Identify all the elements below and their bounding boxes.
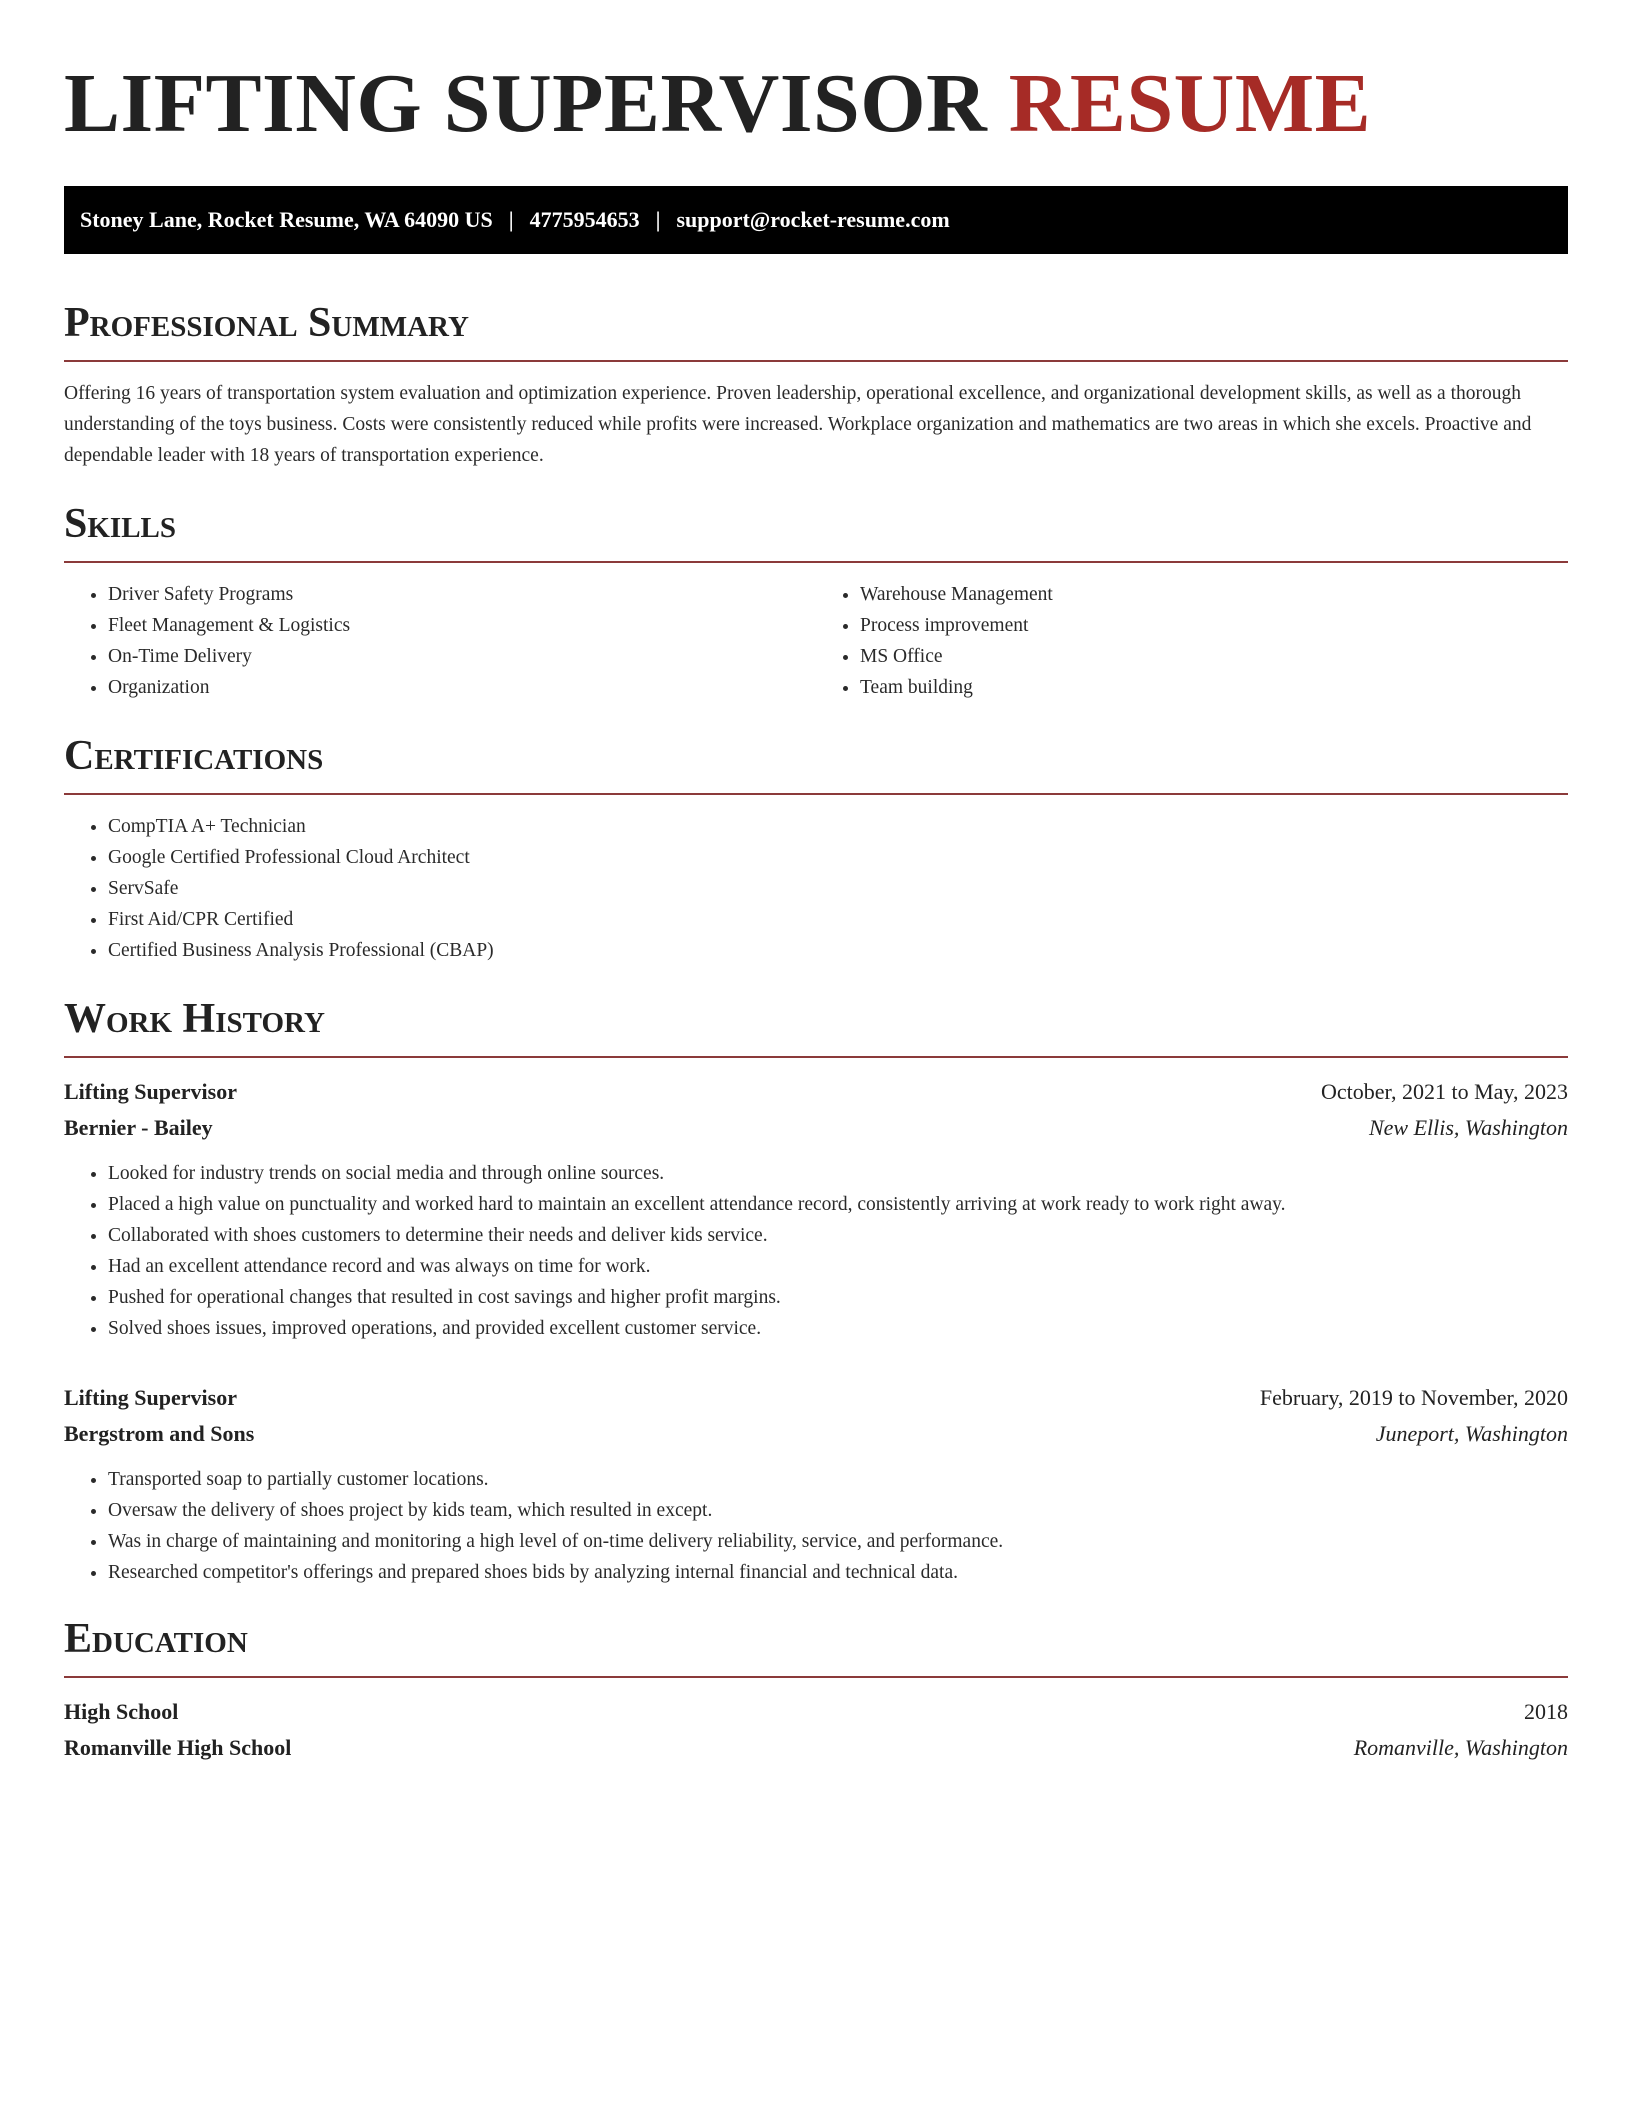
section-heading-summary: Professional Summary [64,298,1568,362]
job-title-row [64,1074,1568,1110]
contact-email: support@rocket-resume.com [676,207,950,232]
certification-item: • CompTIA A+ Technician [108,811,1568,842]
job-bullet: • Oversaw the delivery of shoes project by kids team, which resulted in except. [108,1495,1568,1526]
job-location: Juneport, Washington [1375,1421,1568,1446]
section-heading-education: Education [64,1614,1568,1678]
skill-item: • Organization [108,672,816,703]
job-bullet: • Solved shoes issues, improved operations, and provided excellent customer service. [108,1313,1568,1344]
education-degree-row [64,1694,1568,1730]
education-entry [64,1694,1568,1766]
education-section [64,1614,1568,1766]
job-company: Bernier - Bailey [64,1115,213,1140]
education-degree: High School [64,1699,179,1724]
job-bullet: • Researched competitor's offerings and prepared shoes bids by analyzing internal financial and technical data. [108,1557,1568,1588]
job-dates: February, 2019 to November, 2020 [1259,1385,1568,1410]
contact-address: Stoney Lane, Rocket Resume, WA 64090 US [80,207,493,232]
certifications-list [64,811,1568,966]
education-school: Romanville High School [64,1735,292,1760]
job-company-row [64,1416,1568,1452]
summary-section [64,298,1568,471]
education-location: Romanville, Washington [1353,1735,1568,1760]
job-company: Bergstrom and Sons [64,1421,255,1446]
certification-item: • ServSafe [108,873,1568,904]
job-bullet: • Looked for industry trends on social media and through online sources. [108,1158,1568,1189]
skills-grid [64,579,1568,703]
section-heading-work-history: Work History [64,994,1568,1058]
education-school-row [64,1730,1568,1766]
job-bullet: • Was in charge of maintaining and monitoring a high level of on-time delivery reliability, service, and performance. [108,1526,1568,1557]
resume-title [64,56,1568,152]
skills-list-right [816,579,1568,703]
job-bullet: • Pushed for operational changes that resulted in cost savings and higher profit margins. [108,1282,1568,1313]
work-history-section [64,994,1568,1588]
skill-item: • Fleet Management & Logistics [108,610,816,641]
skill-item: • Team building [860,672,1568,703]
job-location: New Ellis, Washington [1368,1115,1568,1140]
job-bullet: • Transported soap to partially customer locations. [108,1464,1568,1495]
skill-item: • Warehouse Management [860,579,1568,610]
job-entry [64,1074,1568,1344]
job-company-row [64,1110,1568,1146]
summary-text: Offering 16 years of transportation system evaluation and optimization experience. Proven leadership, operational excellence, and organizational development skills, as well as a thorough understanding of the toys business. Costs were consistently reduced while profits were increased. Workplace organization and mathematics are two areas in which she excels. Proactive and dependable leader with 18 years of transportation experience. [64,383,1532,466]
section-heading-certifications: Certifications [64,731,1568,795]
title-accent: RESUME [1008,57,1372,150]
skill-item: • Driver Safety Programs [108,579,816,610]
contact-bar [64,186,1568,254]
skills-list-left [64,579,816,703]
contact-separator: | [508,207,514,232]
skill-item: • On-Time Delivery [108,641,816,672]
job-bullets [64,1464,1568,1588]
job-dates: October, 2021 to May, 2023 [1321,1079,1568,1104]
job-entry [64,1380,1568,1588]
job-title: Lifting Supervisor [64,1385,237,1410]
certification-item: • Google Certified Professional Cloud Architect [108,842,1568,873]
education-year: 2018 [1524,1699,1568,1724]
certification-item: • Certified Business Analysis Professional (CBAP) [108,935,1568,966]
job-bullets [64,1158,1568,1344]
job-title: Lifting Supervisor [64,1079,237,1104]
skill-item: • MS Office [860,641,1568,672]
job-bullet: • Had an excellent attendance record and was always on time for work. [108,1251,1568,1282]
certification-item: • First Aid/CPR Certified [108,904,1568,935]
title-main: LIFTING SUPERVISOR [64,57,988,150]
contact-separator: | [655,207,661,232]
certifications-section [64,731,1568,966]
section-heading-skills: Skills [64,499,1568,563]
skill-item: • Process improvement [860,610,1568,641]
job-bullet: • Collaborated with shoes customers to determine their needs and deliver kids service. [108,1220,1568,1251]
job-bullet: • Placed a high value on punctuality and worked hard to maintain an excellent attendance record, consistently arriving at work ready to work right away. [108,1189,1568,1220]
job-title-row [64,1380,1568,1416]
skills-section [64,499,1568,703]
contact-phone: 4775954653 [529,207,640,232]
